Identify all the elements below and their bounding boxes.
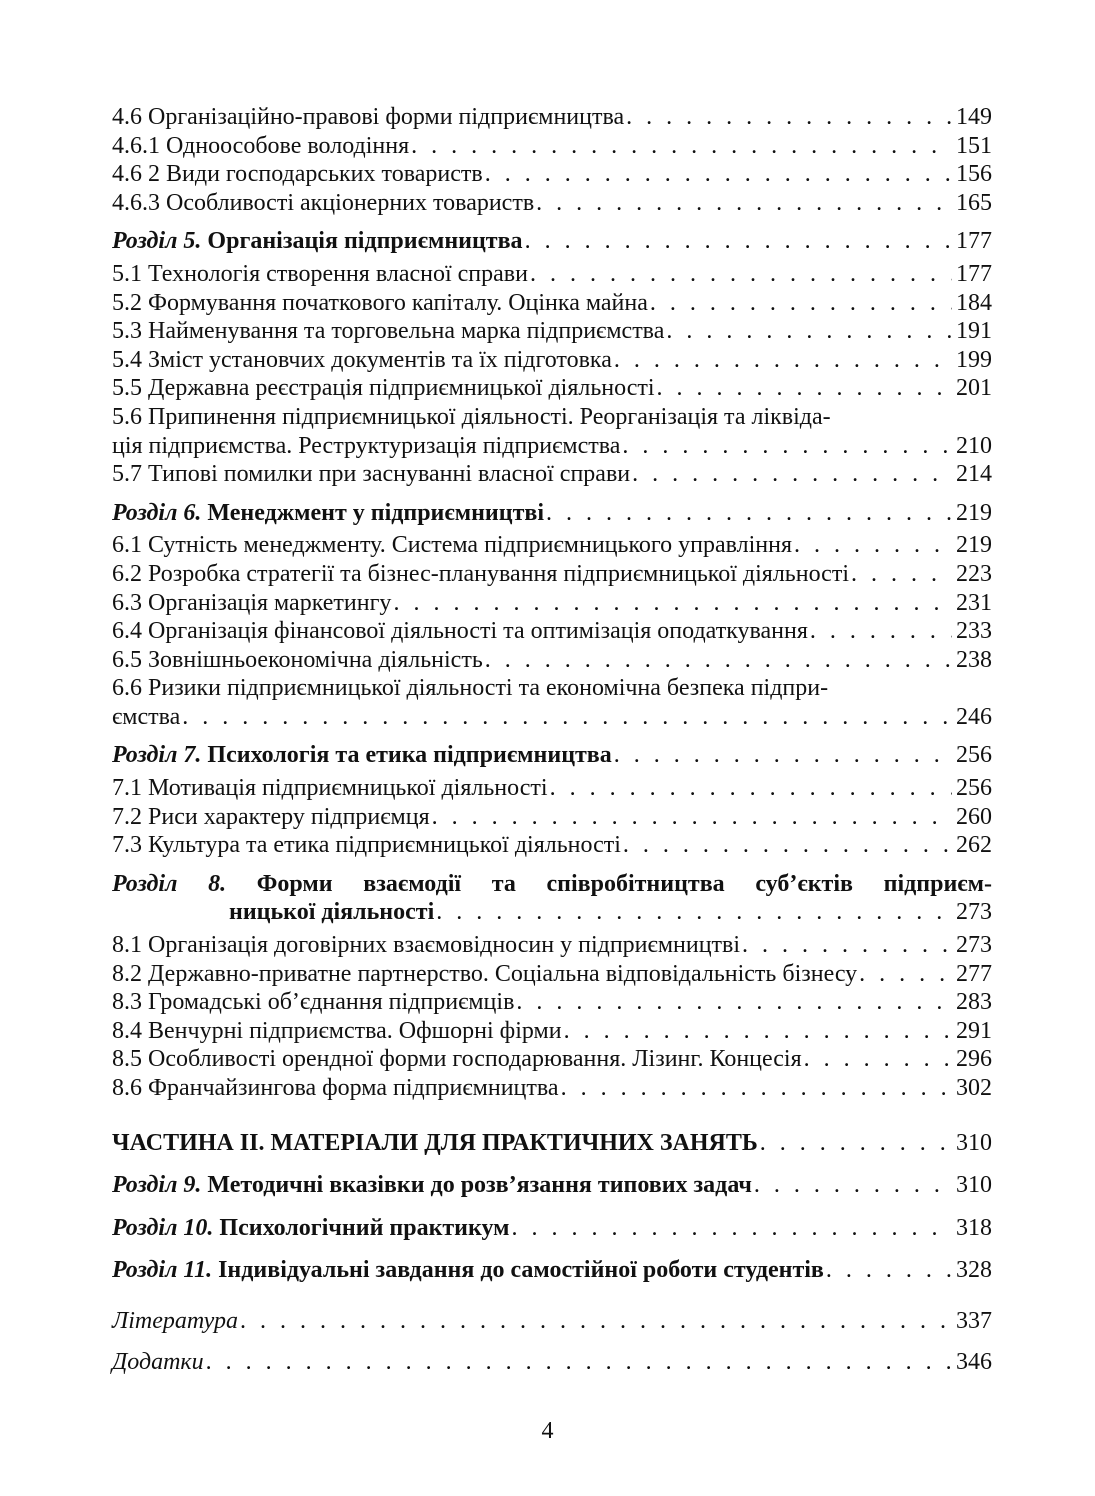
toc-chapter-heading	[112, 1256, 824, 1285]
toc-entry-title: 5.5 Державна реєстрація підприємницької діяльності	[112, 375, 655, 402]
toc-chapter-heading-line2	[112, 898, 992, 927]
dot-leader	[826, 1256, 952, 1285]
toc-chapter-heading-line1	[112, 870, 992, 899]
toc-entry-8-1[interactable]	[112, 931, 992, 960]
toc-entry-page: 337	[956, 1307, 992, 1334]
chapter-title-line2: ницької діяльності	[229, 899, 435, 926]
toc-entry-title: 5.2 Формування початкового капіталу. Оцінка майна	[112, 289, 648, 316]
dot-leader	[546, 499, 952, 528]
toc-entry-title: 6.3 Організація маркетингу	[112, 589, 392, 616]
toc-entry-title: 5.3 Найменування та торговельна марка підприємства	[112, 318, 665, 345]
toc-entry-page: 310	[956, 1129, 992, 1156]
toc-entry-page: 184	[956, 289, 992, 316]
toc-entry-6-1[interactable]	[112, 531, 992, 560]
toc-entry-6-5[interactable]	[112, 646, 992, 675]
chapter-title-line1: Форми взаємодії та співробітництва суб’єктів підприєм-	[256, 870, 993, 897]
toc-entry-4-6-3[interactable]	[112, 189, 992, 218]
toc-entry-title: 6.2 Розробка стратегії та бізнес-планування підприємницької діяльності	[112, 560, 849, 587]
dot-leader	[516, 988, 952, 1017]
toc-appendices[interactable]	[112, 1348, 992, 1377]
toc-entry-page: 310	[956, 1172, 992, 1199]
dot-leader	[432, 803, 952, 832]
toc-entry-page: 318	[956, 1214, 992, 1241]
dot-leader	[411, 132, 952, 161]
toc-chapter-heading	[112, 1214, 510, 1243]
toc-entry-5-2[interactable]	[112, 289, 992, 318]
toc-entry-title: 4.6.1 Одноособове володіння	[112, 132, 410, 159]
toc-entry-8-5[interactable]	[112, 1045, 992, 1074]
toc-entry-title: 4.6.3 Особливості акціонерних товариств	[112, 189, 535, 216]
toc-entry-title: Література	[112, 1307, 238, 1334]
toc-entry-title-line2: ція підприємства. Реструктуризація підприємства	[112, 432, 621, 459]
toc-entry-title: 8.6 Франчайзингова форма підприємництва	[112, 1075, 559, 1101]
dot-leader	[632, 460, 952, 489]
toc-entry-6-2[interactable]	[112, 560, 992, 589]
toc-entry-page: 328	[956, 1257, 992, 1284]
toc-chapter-7[interactable]	[112, 741, 992, 770]
toc-entry-page: 291	[956, 1017, 992, 1044]
dot-leader	[564, 1017, 952, 1046]
toc-chapter-9[interactable]	[112, 1171, 992, 1200]
toc-entry-7-2[interactable]	[112, 803, 992, 832]
toc-chapter-heading	[112, 227, 523, 256]
dot-leader	[804, 1045, 952, 1074]
toc-entry-page: 210	[956, 432, 992, 459]
toc-entry-title: 8.1 Організація договірних взаємовідносин у підприємництві	[112, 932, 741, 959]
dot-leader	[182, 703, 952, 732]
toc-entry-page: 256	[956, 775, 992, 802]
dot-leader	[851, 560, 952, 589]
toc-entry-title: 4.6 Організаційно-правові форми підприємництва	[112, 104, 625, 130]
toc-entry-page: 283	[956, 989, 992, 1016]
chapter-7-sections	[112, 774, 992, 860]
toc-entry-page: 156	[956, 161, 992, 188]
dot-leader	[626, 103, 952, 132]
chapter-label: Розділ 5.	[112, 228, 202, 255]
dot-leader	[393, 589, 952, 618]
dot-leader	[657, 374, 952, 403]
dot-leader	[760, 1129, 952, 1158]
toc-entry-title: 8.3 Громадські об’єднання підприємців	[112, 989, 515, 1016]
toc-entry-page: 219	[956, 499, 992, 526]
dot-leader	[810, 617, 952, 646]
toc-entry-page: 346	[956, 1348, 992, 1375]
toc-entry-8-6[interactable]	[112, 1074, 992, 1103]
toc-entry-4-6-1[interactable]	[112, 132, 992, 161]
toc-entry-8-3[interactable]	[112, 988, 992, 1017]
toc-entry-page: 256	[956, 742, 992, 769]
dot-leader	[742, 931, 952, 960]
toc-entry-page: 151	[956, 132, 992, 159]
chapter-title: Психологія та етика підприємництва	[207, 742, 612, 769]
toc-entry-page: 177	[956, 260, 992, 287]
toc-entry-title: 6.4 Організація фінансової діяльності та оптимізація оподаткування	[112, 618, 808, 645]
toc-entry-5-4[interactable]	[112, 346, 992, 375]
chapter-label: Розділ 8.	[112, 870, 227, 897]
chapter-label: Розділ 7.	[112, 742, 202, 769]
chapter-label: Розділ 10.	[112, 1214, 214, 1241]
toc-literature[interactable]	[112, 1307, 992, 1336]
toc-entry-page: 223	[956, 560, 992, 587]
dot-leader	[561, 1074, 952, 1103]
toc-entry-page: 260	[956, 803, 992, 830]
dot-leader	[512, 1214, 952, 1243]
toc-entry-page: 177	[956, 228, 992, 255]
toc-entry-title: 5.7 Типові помилки при заснуванні власної справи	[112, 461, 631, 488]
toc-entry-title: 8.2 Державно-приватне партнерство. Соціальна відповідальність бізнесу	[112, 960, 858, 987]
dot-leader	[794, 531, 952, 560]
toc-chapter-6[interactable]	[112, 499, 992, 528]
chapter-5-sections	[112, 260, 992, 489]
toc-entry-7-1[interactable]	[112, 774, 992, 803]
toc-part-2[interactable]	[112, 1129, 992, 1158]
toc-entry-6-3[interactable]	[112, 589, 992, 618]
part-title: ЧАСТИНА ІІ. МАТЕРІАЛИ ДЛЯ ПРАКТИЧНИХ ЗАНЯТЬ	[112, 1129, 758, 1156]
dot-leader	[550, 774, 952, 803]
toc-entry-page: 296	[956, 1046, 992, 1073]
toc-entry-title-line1: 5.6 Припинення підприємницької діяльності. Реорганізація та ліквіда-	[112, 403, 831, 430]
chapter-8-sections	[112, 931, 992, 1103]
toc-entry-title: 5.4 Зміст установчих документів та їх підготовка	[112, 346, 612, 373]
chapter-title: Менеджмент у підприємництві	[207, 499, 544, 526]
dot-leader	[536, 189, 952, 218]
toc-entry-title-line1: 6.6 Ризики підприємницької діяльності та економічна безпека підпри-	[112, 675, 829, 702]
toc-entry-4-6-2[interactable]	[112, 160, 992, 189]
chapter-6-sections	[112, 531, 992, 731]
toc-entry-continuation	[112, 432, 992, 461]
toc-entry-5-7[interactable]	[112, 460, 992, 489]
toc-entry-title: 7.3 Культура та етика підприємницької діяльності	[112, 832, 621, 859]
table-of-contents	[112, 103, 992, 1376]
toc-entry-title: 4.6 2 Види господарських товариств	[112, 161, 483, 188]
toc-entry-5-5[interactable]	[112, 374, 992, 403]
toc-entry-8-4[interactable]	[112, 1017, 992, 1046]
dot-leader	[614, 741, 952, 770]
toc-chapter-heading	[112, 499, 544, 528]
toc-entry-5-6[interactable]	[112, 403, 992, 460]
chapter-title: Індивідуальні завдання до самостійної роботи студентів	[218, 1257, 824, 1284]
toc-entry-8-2[interactable]	[112, 960, 992, 989]
toc-entry-title: 8.5 Особливості орендної форми господарювання. Лізинг. Концесія	[112, 1046, 802, 1073]
toc-chapter-10[interactable]	[112, 1214, 992, 1243]
toc-chapter-5[interactable]	[112, 227, 992, 256]
chapter-label: Розділ 6.	[112, 499, 202, 526]
toc-entry-page: 149	[956, 104, 992, 130]
dot-leader	[614, 346, 952, 375]
toc-entry-page: 191	[956, 318, 992, 345]
toc-chapter-11[interactable]	[112, 1256, 992, 1285]
dot-leader	[859, 960, 952, 989]
toc-entry-page: 302	[956, 1075, 992, 1101]
toc-entry-page: 201	[956, 375, 992, 402]
toc-entry-page: 277	[956, 960, 992, 987]
toc-entry-title: 8.4 Венчурні підприємства. Офшорні фірми	[112, 1017, 562, 1044]
dot-leader	[530, 260, 952, 289]
toc-entry-7-3[interactable]	[112, 831, 992, 860]
dot-leader	[485, 646, 952, 675]
toc-entry-page: 233	[956, 618, 992, 645]
chapter-label: Розділ 9.	[112, 1172, 202, 1199]
dot-leader	[206, 1348, 952, 1377]
toc-entry-title: 5.1 Технологія створення власної справи	[112, 260, 528, 287]
chapter-title: Методичні вказівки до розв’язання типових задач	[207, 1172, 752, 1199]
dot-leader	[666, 317, 952, 346]
toc-entry-continuation	[112, 703, 992, 732]
toc-chapter-heading	[112, 1171, 752, 1200]
dot-leader	[754, 1171, 952, 1200]
toc-entry-title-line2: ємства	[112, 703, 181, 730]
toc-entry-5-1[interactable]	[112, 260, 992, 289]
toc-entry-page: 273	[956, 899, 992, 926]
toc-entry-page: 219	[956, 532, 992, 559]
toc-entry-6-4[interactable]	[112, 617, 992, 646]
toc-chapter-heading	[112, 741, 612, 770]
toc-entry-page: 199	[956, 346, 992, 373]
chapter-label: Розділ 11.	[112, 1257, 213, 1284]
toc-entry-title: 7.2 Риси характеру підприємця	[112, 803, 430, 830]
dot-leader	[436, 898, 952, 927]
toc-entry-6-6[interactable]	[112, 674, 992, 731]
toc-entry-page: 238	[956, 646, 992, 673]
toc-entry-title: 6.5 Зовнішньоекономічна діяльність	[112, 646, 483, 673]
page-number: 4	[541, 1418, 554, 1444]
dot-leader	[485, 160, 952, 189]
toc-entry-4-6[interactable]	[112, 103, 992, 132]
dot-leader	[525, 227, 952, 256]
toc-entry-page: 214	[956, 461, 992, 488]
toc-entry-title: 6.1 Сутність менеджменту. Система підприємницького управління	[112, 532, 793, 559]
toc-entry-page: 262	[956, 832, 992, 859]
dot-leader	[622, 432, 952, 461]
chapter-title: Психологічний практикум	[219, 1214, 510, 1241]
dot-leader	[650, 289, 952, 318]
dot-leader	[623, 831, 952, 860]
toc-entry-title: 7.1 Мотивація підприємницької діяльності	[112, 775, 548, 802]
toc-chapter-8[interactable]	[112, 870, 992, 927]
toc-entry-page: 231	[956, 589, 992, 616]
chapter-title: Організація підприємництва	[207, 228, 523, 255]
toc-entry-page: 273	[956, 932, 992, 959]
section-4-6-group	[112, 103, 992, 217]
dot-leader	[240, 1307, 952, 1336]
toc-entry-page: 165	[956, 189, 992, 216]
toc-entry-5-3[interactable]	[112, 317, 992, 346]
toc-entry-title: Додатки	[112, 1348, 204, 1375]
toc-entry-page: 246	[956, 703, 992, 730]
